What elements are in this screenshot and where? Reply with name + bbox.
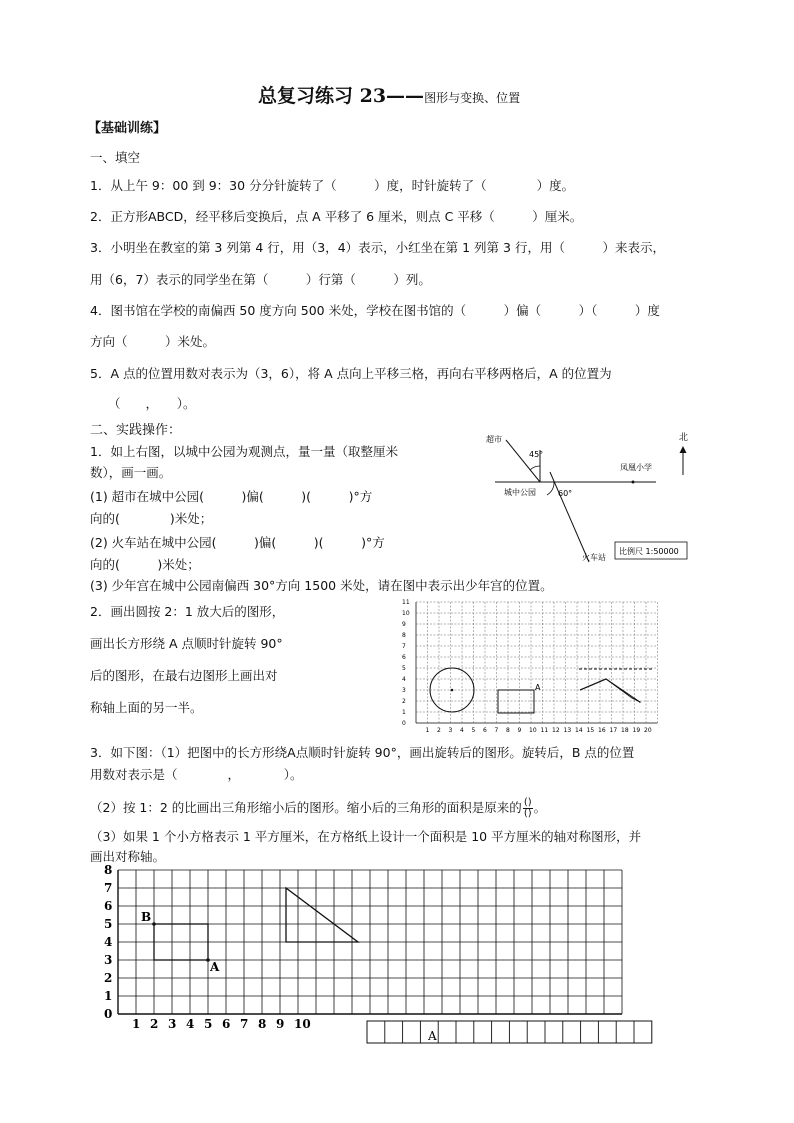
north-arrow-head [680, 446, 687, 453]
label-a: A [210, 960, 220, 974]
question-2-1a: 1．如上右图，以城中公园为观测点，量一量（取整厘米 [90, 444, 398, 459]
label-school: 凤凰小学 [620, 463, 652, 472]
page-title: 总复习练习 23——图形与变换、位置 [258, 85, 521, 107]
grid-q3-xtick: 2 [150, 1017, 159, 1031]
grid-q2-xtick: 15 [586, 727, 595, 734]
grid-q2-xtick: 7 [494, 727, 499, 734]
grid-q3-xtick: 1 [132, 1017, 141, 1031]
section-basic: 【基础训练】 [88, 121, 167, 136]
triangle-shape [286, 888, 358, 942]
grid-q3-xtick: 10 [294, 1017, 311, 1031]
grid-q3-xtick: 9 [276, 1017, 285, 1031]
grid-q3-xtick: 8 [258, 1017, 267, 1031]
grid-q2-xtick: 6 [483, 727, 487, 734]
grid-q2-ytick: 5 [402, 665, 406, 672]
map-diagram [470, 420, 710, 580]
grid-q2-xtick: 20 [644, 727, 652, 734]
question-1-5a: 5．A 点的位置用数对表示为（3，6），将 A 点向上平移三格，再向右平移两格后，A 的位置为 [90, 366, 612, 381]
circle-center [451, 689, 454, 692]
grid-q3-xtick: 6 [222, 1017, 231, 1031]
grid-q2-ytick: 11 [402, 599, 410, 606]
grid-q2-xtick: 3 [448, 727, 453, 734]
box-strip [366, 1019, 656, 1045]
question-1-3b: 用（6，7）表示的同学坐在第（ ）行第（ ）列。 [90, 272, 431, 287]
question-1-2: 2．正方形ABCD，经平移后变换后，点 A 平移了 6 厘米，则点 C 平移（ ）厘米。 [90, 209, 583, 224]
part2-heading: 二、实践操作： [90, 423, 182, 438]
grid-q2-labels [402, 599, 652, 734]
grid-q2-xtick: 2 [437, 727, 441, 734]
grid-q2-xtick: 13 [563, 727, 572, 734]
grid-q2-ytick: 3 [402, 687, 406, 694]
label-north: 北 [679, 433, 689, 443]
label-b: B [141, 910, 152, 924]
grid-q2-ytick: 4 [402, 676, 406, 683]
question-1-3a: 3．小明坐在教室的第 3 列第 4 行，用（3，4）表示，小红坐在第 1 列第 3 行，用（ ）来表示， [90, 240, 665, 255]
grid-q2-xtick: 18 [621, 727, 629, 734]
grid-q3-ytick: 2 [104, 971, 113, 985]
question-3d: （3）如果 1 个小方格表示 1 平方厘米，在方格纸上设计一个面积是 10 平方厘米的轴对称图形，并 [90, 829, 642, 844]
question-2-1c: (1) 超市在城中公园( )偏( )( )°方 [90, 489, 373, 504]
question-1-4a: 4．图书馆在学校的南偏西 50 度方向 500 米处，学校在图书馆的（ ）偏（ ）（ ）度 [90, 303, 660, 318]
part1-heading: 一、填空 [90, 150, 141, 165]
label-supermarket: 超市 [486, 435, 502, 444]
half-shape [580, 679, 640, 703]
question-2-1f: 向的( )米处； [90, 557, 200, 572]
box-strip-cells [367, 1021, 652, 1043]
question-1-1: 1．从上午 9：00 到 9：30 分分针旋转了（ ）度，时针旋转了（ ）度。 [90, 178, 575, 193]
label-park: 城中公园 [504, 488, 536, 497]
school-dot [632, 481, 635, 484]
grid-q2-xtick: 8 [506, 727, 510, 734]
grid-q3-ytick: 1 [104, 989, 113, 1003]
supermarket-line [506, 440, 540, 482]
grid-q3-ytick: 8 [104, 863, 113, 877]
grid-q2-xtick: 17 [609, 727, 618, 734]
grid-q2-ytick: 8 [402, 632, 406, 639]
grid-q2 [400, 592, 662, 738]
grid-q2-xtick: 11 [540, 727, 549, 734]
label-station: 火车站 [582, 553, 606, 562]
question-2-1e: (2) 火车站在城中公园( )偏( )( )°方 [90, 535, 385, 550]
grid-q2-xtick: 14 [575, 727, 583, 734]
grid-q3-xtick: 5 [204, 1017, 213, 1031]
question-1-5b: （ ， ）。 [108, 396, 196, 411]
question-2-2c: 后的图形，在最右边图形上画出对 [90, 668, 278, 683]
station-line [550, 472, 589, 562]
fraction: () () [523, 797, 532, 819]
grid-q3-xtick: 3 [168, 1017, 177, 1031]
strip-label-a: A [428, 1029, 437, 1043]
point-b [152, 922, 156, 926]
label-angle-60: 60° [558, 489, 573, 498]
grid-q3-ytick: 3 [104, 953, 113, 967]
question-2-1d: 向的( )米处； [90, 511, 213, 526]
question-3c: （2）按 1：2 的比画出三角形缩小后的图形。缩小后的三角形的面积是原来的 () () 。 [90, 797, 547, 819]
question-3b: 用数对表示是（ ， ）。 [90, 767, 303, 782]
question-2-2b: 画出长方形绕 A 点顺时针旋转 90° [90, 636, 283, 651]
grid-q2-xtick: 4 [460, 727, 464, 734]
grid-q3-ytick: 5 [104, 917, 113, 931]
grid-q2-ytick: 10 [402, 610, 410, 617]
question-2-2d: 称轴上面的另一半。 [90, 700, 203, 715]
grid-q2-xtick: 12 [552, 727, 560, 734]
grid-q3-ytick: 0 [104, 1007, 113, 1021]
grid-q2-ytick: 6 [402, 654, 406, 661]
question-2-1b: 数），画一画。 [90, 465, 172, 480]
question-2-1g: (3) 少年宫在城中公园南偏西 30°方向 1500 米处，请在图中表示出少年宫的位置。 [90, 578, 553, 593]
grid-q2-ytick: 0 [402, 720, 406, 727]
grid-q3-xtick: 7 [240, 1017, 249, 1031]
grid-q3-ytick: 4 [104, 935, 113, 949]
grid-q3-ytick: 6 [104, 899, 113, 913]
grid-q2-xtick: 9 [517, 727, 522, 734]
angle-arc-1 [530, 466, 540, 470]
grid-q2-xtick: 5 [471, 727, 476, 734]
grid-q3-ytick: 7 [104, 881, 113, 895]
question-1-4b: 方向（ ）米处。 [90, 334, 216, 349]
question-3a: 3．如下图：（1）把图中的长方形绕A点顺时针旋转 90°，画出旋转后的图形。旋转后，B 点的位置 [90, 745, 635, 760]
label-a-grid1: A [535, 683, 541, 692]
rectangle-shape [498, 690, 534, 713]
grid-q2-xtick: 19 [632, 727, 641, 734]
question-3e: 画出对称轴。 [90, 849, 166, 864]
label-scale: 比例尺 1:50000 [619, 547, 679, 556]
grid-q3-xtick: 4 [186, 1017, 195, 1031]
question-2-2a: 2．画出圆按 2：1 放大后的图形， [90, 604, 285, 619]
grid-q2-ytick: 1 [402, 709, 406, 716]
grid-q2-xtick: 10 [529, 727, 537, 734]
grid-q2-ytick: 7 [402, 643, 406, 650]
grid-q2-lines [416, 602, 658, 723]
grid-q3 [96, 858, 636, 1046]
grid-q2-ytick: 2 [402, 698, 406, 705]
grid-q2-xtick: 1 [425, 727, 430, 734]
label-angle-45: 45° [529, 450, 544, 459]
grid-q3-lines [118, 870, 622, 1014]
grid-q2-xtick: 16 [598, 727, 606, 734]
angle-arc-2 [547, 482, 554, 495]
grid-q2-ytick: 9 [402, 621, 406, 628]
